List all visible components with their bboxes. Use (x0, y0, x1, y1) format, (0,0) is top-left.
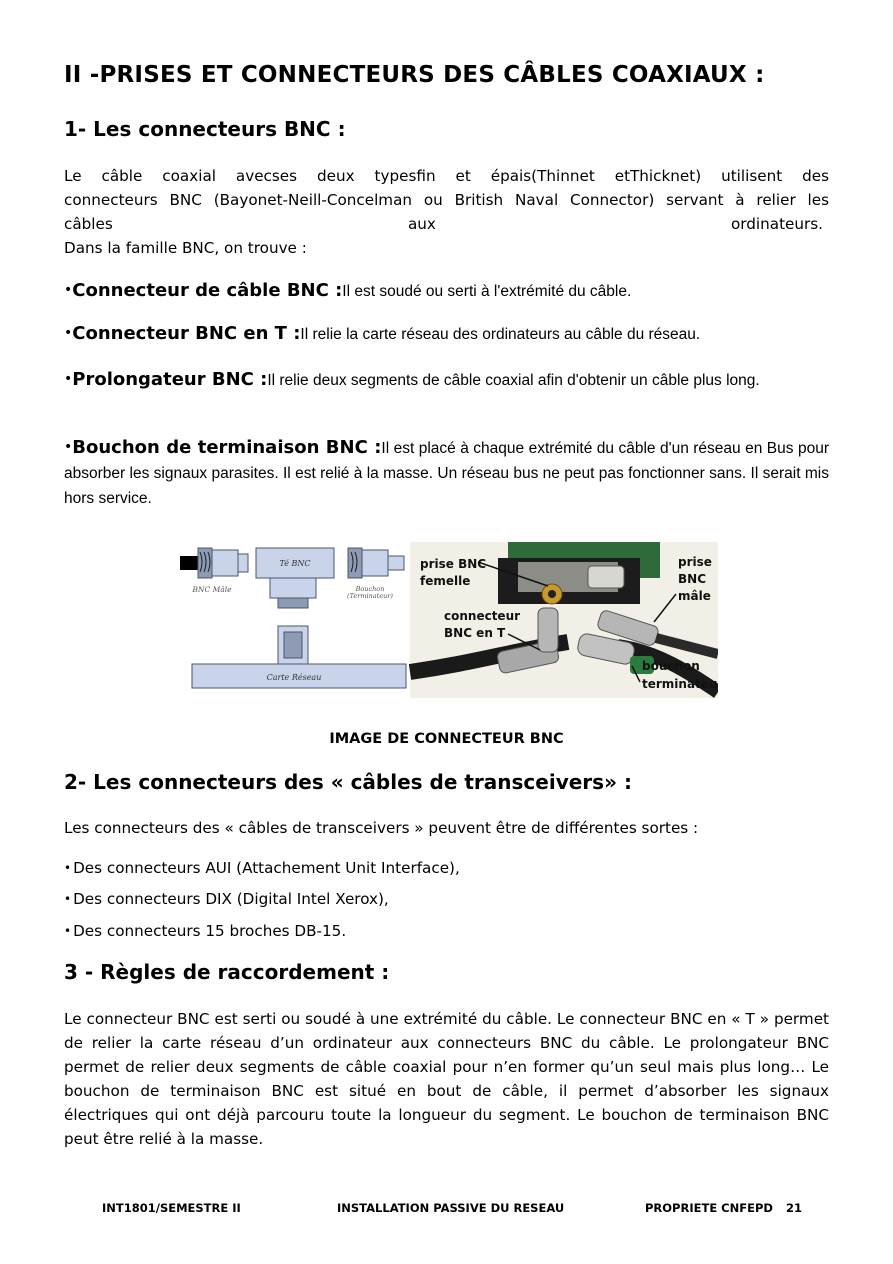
section2-item-aui (64, 856, 460, 880)
label-prise-bnc: prise BNC (420, 557, 487, 571)
footer-title: INSTALLATION PASSIVE DU RESEAU (337, 1201, 565, 1215)
label-bnc: BNC (678, 572, 706, 586)
item-text: Des connecteurs 15 broches DB-15. (73, 922, 347, 940)
label-femelle: femelle (420, 574, 471, 588)
figure-caption: IMAGE DE CONNECTEUR BNC (329, 731, 564, 747)
label-prise: prise (678, 555, 712, 569)
section3-text: Le connecteur BNC est serti ou soudé à une extrémité du câble. Le connecteur BNC en « T » permet de relier la carte réseau d’un ordinateur aux connecteurs BNC du câble. Le prolongateur BNC permet de relier deux segments de câble coaxial pour n’en former qu’un seul mais plus long… Le bouchon de terminaison BNC est situé en bout de câble, il permet d’absorber les signaux électriques qui ont déjà parcouru toute la longueur du segment. Le bouchon de terminaison BNC peut être relié à la masse. (64, 1010, 829, 1148)
bullet-text: Il relie la carte réseau des ordinateurs au câble du réseau. (300, 326, 701, 343)
bnc-connector-figure (178, 542, 718, 698)
bullet-text: Il relie deux segments de câble coaxial afin d'obtenir un câble plus long. (267, 372, 760, 389)
bullet-dot: • (64, 892, 72, 906)
intro-word-ordinateurs: ordinateurs. (731, 215, 823, 233)
label-terminateur: (Terminateur) (347, 592, 393, 600)
bullet-term: Bouchon de terminaison BNC : (72, 437, 382, 458)
section2-title: 2- Les connecteurs des « câbles de transceivers» : (64, 770, 632, 794)
bnc-figure-svg (178, 542, 718, 698)
page-number: 21 (786, 1201, 803, 1215)
bullet-dot: • (64, 924, 72, 938)
intro-word-cables: câbles (64, 215, 113, 233)
footer-owner: PROPRIETE CNFEPD (645, 1201, 773, 1215)
label-bnc-male: BNC Mâle (192, 585, 232, 594)
bullet-term: Connecteur de câble BNC : (72, 280, 343, 301)
bullet-text: Il est placé à chaque extrémité du câble d'un réseau en Bus pour absorber les signaux parasites. Il est relié à la masse. Un réseau bus ne peut pas fonctionner sans. Il serait mis hors service. (64, 440, 829, 507)
bullet-dot: • (64, 282, 73, 298)
bullet-prolongateur (64, 367, 829, 393)
main-heading: II -PRISES ET CONNECTEURS DES CÂBLES COAXIAUX : (64, 62, 765, 88)
bullet-connecteur-t (64, 321, 829, 347)
bullet-bouchon (64, 435, 829, 511)
intro-line-3 (64, 212, 829, 236)
bnc-diagram (178, 542, 408, 698)
bullet-text: Il est soudé ou serti à l'extrémité du câble. (342, 283, 632, 300)
bnc-photo (410, 542, 718, 698)
section1-title: 1- Les connecteurs BNC : (64, 117, 346, 141)
bullet-term: Prolongateur BNC : (72, 369, 268, 390)
section3-title: 3 - Règles de raccordement : (64, 960, 390, 984)
bullet-dot: • (64, 371, 73, 387)
label-bnc-en-t: BNC en T (444, 626, 506, 640)
bullet-term: Connecteur BNC en T : (72, 323, 301, 344)
intro-line-2: connecteurs BNC (Bayonet-Neill-Concelman ou British Naval Connector) servant à relier les (64, 191, 829, 209)
label-carte-reseau: Carte Réseau (266, 673, 322, 682)
bullet-dot: • (64, 861, 72, 875)
footer-course: INT1801/SEMESTRE II (102, 1201, 241, 1215)
label-male: mâle (678, 589, 711, 603)
label-bouchon-photo: bouchon (642, 659, 700, 673)
label-bouchon: Bouchon (355, 585, 385, 593)
label-te-bnc: Té BNC (279, 559, 311, 568)
item-text: Des connecteurs AUI (Attachement Unit Interface), (73, 859, 460, 877)
label-connecteur: connecteur (444, 609, 521, 623)
bullet-connecteur-cable (64, 278, 829, 304)
section2-item-dix (64, 887, 389, 911)
intro-word-aux: aux (407, 215, 436, 233)
intro-line-4: Dans la famille BNC, on trouve : (64, 239, 307, 257)
label-terminateur-photo: terminateur (642, 677, 718, 691)
bullet-dot: • (64, 325, 73, 341)
intro-line-1: Le câble coaxial avecses deux typesfin et épais(Thinnet etThicknet) utilisent des (64, 167, 829, 185)
bullet-dot: • (64, 439, 73, 455)
item-text: Des connecteurs DIX (Digital Intel Xerox), (73, 890, 389, 908)
section2-intro: Les connecteurs des « câbles de transceivers » peuvent être de différentes sortes : (64, 819, 699, 837)
section2-item-db15 (64, 919, 346, 943)
